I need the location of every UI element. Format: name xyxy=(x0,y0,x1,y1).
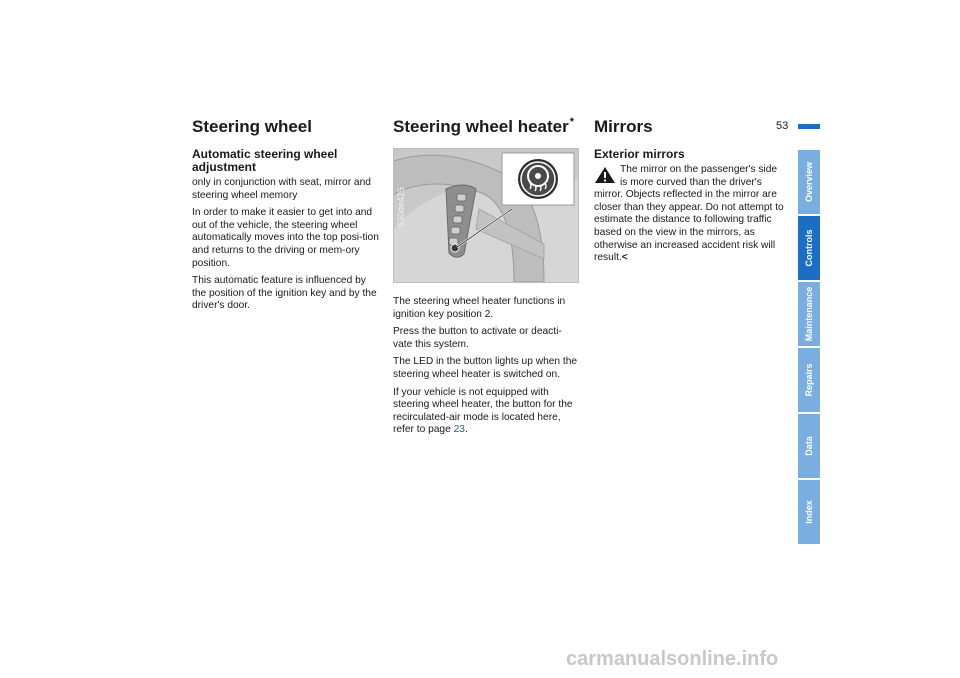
section-mirrors xyxy=(594,148,784,270)
paragraph-text: If your vehicle is not equipped with steering wheel heater, the button for the recirculated-air mode is located here, refer to page xyxy=(393,386,573,436)
tab-controls[interactable] xyxy=(798,216,820,280)
steering-wheel-figure xyxy=(393,148,579,283)
warning-icon xyxy=(594,166,616,184)
subheading-exterior-mirrors: Exterior mirrors xyxy=(594,147,685,161)
tab-maintenance[interactable] xyxy=(798,282,820,346)
tab-label: Data xyxy=(804,436,814,456)
paragraph: The LED in the button lights up when the steering wheel heater is switched on. xyxy=(393,356,578,380)
heading-steering-wheel: Steering wheel xyxy=(192,117,312,136)
paragraph: Press the button to activate or deacti-vate this system. xyxy=(393,326,562,350)
figure-code: 530de425 xyxy=(396,186,406,227)
paragraph-with-link xyxy=(393,387,579,437)
paragraph-end: . xyxy=(464,424,468,436)
warning-block xyxy=(594,164,784,265)
heading-mirrors: Mirrors xyxy=(594,117,653,136)
tab-label: Overview xyxy=(804,161,814,203)
paragraph: In order to make it easier to get into and out of the vehicle, the steering wheel automatically moves into the top posi-tion and returns to the driving or mem-ory position. xyxy=(192,207,379,269)
tab-label: Index xyxy=(804,500,814,524)
heading-steering-wheel-heater xyxy=(393,117,579,137)
tab-index[interactable] xyxy=(798,480,820,544)
paragraph: only in conjunction with seat, mirror and steering wheel memory xyxy=(192,177,371,201)
section-steering-wheel xyxy=(192,148,382,318)
paragraph: The steering wheel heater functions in ignition key position 2. xyxy=(393,296,566,320)
warning-paragraph xyxy=(594,164,784,265)
tab-label: Repairs xyxy=(804,363,814,397)
chapter-tabs xyxy=(798,150,820,546)
end-mark: < xyxy=(621,252,628,264)
optional-mark: * xyxy=(569,116,575,128)
watermark: carmanualsonline.info xyxy=(566,648,779,670)
page-reference-link[interactable]: 23 xyxy=(453,424,465,436)
heading-text: Steering wheel heater xyxy=(393,117,569,136)
tab-repairs[interactable] xyxy=(798,348,820,412)
paragraph: This automatic feature is influenced by the position of the ignition key and by the driver's door. xyxy=(192,275,377,312)
warning-text: The mirror on the passenger's side is more curved than the driver's mirror. Objects reflected in the mirror are closer than they appear. Do not attempt to estimate the distance to following traffic based on the view in the mirrors, as otherwise an increased accident risk will result. xyxy=(594,164,784,264)
subheading-auto-adjust: Automatic steering wheel adjustment xyxy=(192,147,338,174)
tab-overview[interactable] xyxy=(798,150,820,214)
tab-label: Maintenance xyxy=(804,286,814,342)
steering-wheel-illustration xyxy=(394,149,578,282)
tab-label: Controls xyxy=(804,229,814,267)
page-number: 53 xyxy=(776,120,789,132)
section-steering-wheel-heater xyxy=(393,296,579,442)
page-number-bar xyxy=(798,124,820,129)
tab-data[interactable] xyxy=(798,414,820,478)
